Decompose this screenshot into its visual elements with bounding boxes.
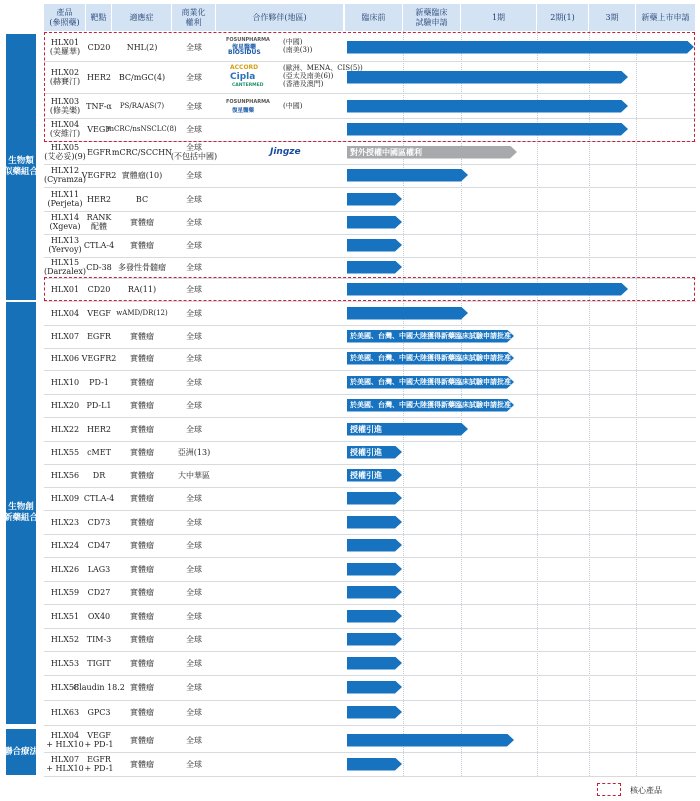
product-name: HLX09 bbox=[50, 493, 80, 503]
header-phase1: 1期 bbox=[461, 4, 536, 31]
product-name: HLX53 bbox=[50, 658, 80, 668]
commercial-rights: 亞洲(13) bbox=[177, 447, 211, 457]
target-name: CD73 bbox=[87, 517, 111, 527]
product-name: HLX01 (美羅華) bbox=[49, 38, 81, 56]
biosidus-logo: BIOSIDUS bbox=[228, 49, 261, 56]
bar-label: 授權引進 bbox=[350, 447, 382, 457]
pipeline-bar bbox=[347, 633, 402, 646]
commercial-rights: 全球 bbox=[186, 217, 202, 227]
target-name: HER2 bbox=[87, 194, 111, 204]
indication-name: 實體瘤 bbox=[130, 470, 154, 480]
partner-regions: (中國) bbox=[283, 102, 303, 110]
bar-label: 於美國、台灣、中國大陸獲得新藥臨床試驗申請批准 bbox=[350, 400, 511, 409]
commercial-rights: 全球 bbox=[186, 353, 202, 363]
indication-name: 實體瘤 bbox=[130, 217, 154, 227]
product-name: HLX04 bbox=[50, 308, 80, 318]
indication-name: wAMD/DR(12) bbox=[116, 308, 168, 317]
product-name: HLX15 (Darzalex) bbox=[43, 258, 87, 276]
phase-divider bbox=[589, 31, 590, 776]
product-name: HLX56 bbox=[50, 470, 80, 480]
product-name: HLX22 bbox=[50, 424, 80, 434]
bar-label: 於美國、台灣、中國大陸獲得新藥臨床試驗申請批准 bbox=[350, 377, 511, 386]
target-name: EGFR bbox=[87, 147, 111, 157]
indication-name: 實體瘤 bbox=[130, 707, 154, 717]
target-name: cMET bbox=[87, 447, 111, 457]
target-name: TIGIT bbox=[87, 658, 111, 668]
cantermed-logo: CANTERMED bbox=[232, 83, 264, 88]
commercial-rights: 全球 bbox=[186, 540, 202, 550]
indication-name: 實體瘤 bbox=[130, 517, 154, 527]
header-product: 產品 (參照藥) bbox=[44, 4, 85, 31]
indication-name: 實體瘤(10) bbox=[121, 170, 163, 180]
product-name: HLX02 (赫賽汀) bbox=[49, 68, 81, 86]
target-name: VEGF bbox=[87, 124, 111, 134]
commercial-rights: 全球 bbox=[186, 72, 202, 82]
pipeline-bar bbox=[347, 610, 402, 623]
header-target: 靶點 bbox=[86, 4, 111, 31]
indication-name: 實體瘤 bbox=[130, 735, 154, 745]
target-name: CD20 bbox=[87, 284, 111, 294]
indication-name: 實體瘤 bbox=[130, 540, 154, 550]
product-name: HLX52 bbox=[50, 634, 80, 644]
indication-name: 實體瘤 bbox=[130, 759, 154, 769]
accord-logo: ACCORD bbox=[230, 64, 259, 71]
header-phase2: 2期(1) bbox=[537, 4, 588, 31]
commercial-rights: 全球 bbox=[186, 124, 202, 134]
bar-label: 於美國、台灣、中國大陸獲得新藥臨床試驗申請批准 bbox=[350, 353, 511, 362]
commercial-rights: 全球 bbox=[186, 759, 202, 769]
phase-divider bbox=[537, 31, 538, 776]
pipeline-bar bbox=[347, 516, 402, 529]
bar-label: 授權引進 bbox=[350, 470, 382, 480]
header-ind: 新藥臨床 試驗申請 bbox=[403, 4, 460, 31]
indication-name: 實體瘤 bbox=[130, 424, 154, 434]
commercial-rights: 全球 bbox=[186, 735, 202, 745]
target-name: RANK 配體 bbox=[86, 213, 112, 231]
target-name: CTLA-4 bbox=[83, 240, 115, 250]
indication-name: 實體瘤 bbox=[130, 658, 154, 668]
target-name: CD-38 bbox=[86, 262, 112, 272]
target-name: Claudin 18.2 bbox=[73, 682, 125, 692]
indication-name: NHL(2) bbox=[126, 42, 158, 52]
header-nda: 新藥上市申請 bbox=[636, 4, 695, 31]
target-name: VEGFR2 bbox=[81, 170, 117, 180]
pipeline-bar bbox=[347, 681, 402, 694]
commercial-rights: 全球 bbox=[186, 493, 202, 503]
row-divider bbox=[44, 725, 696, 726]
indication-name: 實體瘤 bbox=[130, 587, 154, 597]
pipeline-bar bbox=[347, 307, 468, 320]
indication-name: 實體瘤 bbox=[130, 447, 154, 457]
target-name: HER2 bbox=[87, 424, 111, 434]
header-partner: 合作夥伴(地區) bbox=[216, 4, 343, 31]
bar-label: 對外授權中國區權利 bbox=[350, 147, 422, 157]
indication-name: 實體瘤 bbox=[130, 240, 154, 250]
target-name: GPC3 bbox=[87, 707, 111, 717]
pipeline-bar bbox=[347, 239, 402, 252]
indication-name: 實體瘤 bbox=[130, 611, 154, 621]
core-product-box bbox=[44, 32, 695, 142]
pipeline-bar bbox=[347, 539, 402, 552]
indication-name: 實體瘤 bbox=[130, 400, 154, 410]
commercial-rights: 全球 (不包括中國) bbox=[170, 143, 218, 161]
product-name: HLX14 (Xgeva) bbox=[49, 213, 81, 231]
target-name: DR bbox=[92, 470, 106, 480]
product-name: HLX24 bbox=[50, 540, 80, 550]
product-name: HLX55 bbox=[50, 447, 80, 457]
product-name: HLX05 (艾必妥)(9) bbox=[44, 143, 86, 161]
pipeline-bar bbox=[347, 706, 402, 719]
target-name: CD20 bbox=[87, 42, 111, 52]
header-commercial: 商業化 權利 bbox=[172, 4, 215, 31]
partner-regions: (中國) (南美(3)) bbox=[283, 38, 313, 54]
phase-divider bbox=[636, 31, 637, 776]
indication-name: 實體瘤 bbox=[130, 353, 154, 363]
commercial-rights: 全球 bbox=[186, 377, 202, 387]
target-name: PD-1 bbox=[89, 377, 109, 387]
commercial-rights: 全球 bbox=[186, 517, 202, 527]
target-name: CTLA-4 bbox=[83, 493, 115, 503]
product-name: HLX01 bbox=[50, 284, 80, 294]
header-preclinical: 臨床前 bbox=[345, 4, 402, 31]
indication-name: 實體瘤 bbox=[130, 634, 154, 644]
product-name: HLX07 + HLX10 bbox=[46, 755, 84, 773]
legend-swatch bbox=[597, 783, 621, 796]
partner-regions: (歐洲、MENA、CIS(5)) (亞太及南美(6)) (香港及澳門) bbox=[283, 64, 363, 88]
target-name: TIM-3 bbox=[86, 634, 112, 644]
commercial-rights: 全球 bbox=[186, 424, 202, 434]
product-name: HLX58 bbox=[50, 682, 80, 692]
group-band: 生物類 似藥組合 bbox=[6, 34, 36, 300]
group-band: 生物創 新藥組合 bbox=[6, 302, 36, 724]
commercial-rights: 全球 bbox=[186, 240, 202, 250]
indication-name: 實體瘤 bbox=[130, 493, 154, 503]
commercial-rights: 全球 bbox=[186, 101, 202, 111]
product-name: HLX11 (Perjeta) bbox=[47, 190, 83, 208]
target-name: CD47 bbox=[87, 540, 111, 550]
target-name: EGFR + PD-1 bbox=[84, 755, 114, 773]
product-name: HLX10 bbox=[50, 377, 80, 387]
bar-label: 授權引進 bbox=[350, 424, 382, 434]
indication-name: mCRC/SCCHN bbox=[111, 147, 173, 157]
indication-name: 實體瘤 bbox=[130, 331, 154, 341]
pipeline-bar bbox=[347, 169, 468, 182]
core-product-box bbox=[44, 277, 695, 301]
target-name: LAG3 bbox=[87, 564, 111, 574]
fosun-logo-cn: 復星醫藥 bbox=[232, 108, 255, 114]
commercial-rights: 全球 bbox=[186, 308, 202, 318]
fosun-logo-cn: 復星醫藥 bbox=[232, 44, 257, 51]
target-name: TNF-α bbox=[86, 101, 112, 111]
target-name: PD-L1 bbox=[86, 400, 112, 410]
header-phase3: 3期 bbox=[589, 4, 635, 31]
target-name: VEGF + PD-1 bbox=[84, 731, 114, 749]
indication-name: RA(11) bbox=[127, 284, 157, 294]
pipeline-bar bbox=[347, 758, 402, 771]
cipla-logo: Cipla bbox=[230, 72, 256, 82]
jingze-logo: Jingze bbox=[270, 147, 301, 157]
indication-name: 實體瘤 bbox=[130, 377, 154, 387]
indication-name: mCRC/nsNSCLC(8) bbox=[107, 124, 177, 133]
commercial-rights: 全球 bbox=[186, 707, 202, 717]
product-name: HLX12 (Cyramza) bbox=[43, 166, 87, 184]
commercial-rights: 全球 bbox=[186, 587, 202, 597]
target-name: VEGF bbox=[87, 308, 111, 318]
commercial-rights: 全球 bbox=[186, 262, 202, 272]
pipeline-bar bbox=[347, 216, 402, 229]
commercial-rights: 全球 bbox=[186, 284, 202, 294]
product-name: HLX04 + HLX10 bbox=[46, 731, 84, 749]
commercial-rights: 全球 bbox=[186, 611, 202, 621]
legend-label: 核心產品 bbox=[630, 785, 662, 795]
commercial-rights: 全球 bbox=[186, 42, 202, 52]
pipeline-bar bbox=[347, 193, 402, 206]
product-name: HLX63 bbox=[50, 707, 80, 717]
target-name: HER2 bbox=[87, 72, 111, 82]
commercial-rights: 全球 bbox=[186, 634, 202, 644]
pipeline-bar bbox=[347, 657, 402, 670]
target-name: EGFR bbox=[87, 331, 111, 341]
commercial-rights: 全球 bbox=[186, 194, 202, 204]
product-name: HLX51 bbox=[50, 611, 80, 621]
commercial-rights: 全球 bbox=[186, 564, 202, 574]
product-name: HLX07 bbox=[50, 331, 80, 341]
pipeline-bar bbox=[347, 734, 514, 747]
product-name: HLX59 bbox=[50, 587, 80, 597]
fosun-logo: FOSUNPHARMA bbox=[226, 99, 270, 105]
row-divider bbox=[44, 776, 696, 777]
commercial-rights: 全球 bbox=[186, 400, 202, 410]
header-indication: 適應症 bbox=[112, 4, 171, 31]
product-name: HLX26 bbox=[50, 564, 80, 574]
fosun-logo: FOSUNPHARMA bbox=[226, 37, 270, 43]
pipeline-bar bbox=[347, 586, 402, 599]
product-name: HLX03 (修美樂) bbox=[49, 97, 81, 115]
pipeline-bar bbox=[347, 492, 402, 505]
product-name: HLX23 bbox=[50, 517, 80, 527]
indication-name: 實體瘤 bbox=[130, 564, 154, 574]
indication-name: BC bbox=[135, 194, 149, 204]
product-name: HLX13 (Yervoy) bbox=[48, 236, 82, 254]
indication-name: 實體瘤 bbox=[130, 682, 154, 692]
pipeline-bar bbox=[347, 261, 402, 274]
commercial-rights: 全球 bbox=[186, 170, 202, 180]
commercial-rights: 全球 bbox=[186, 331, 202, 341]
indication-name: BC/mGC(4) bbox=[118, 72, 166, 82]
bar-label: 於美國、台灣、中國大陸獲得新藥臨床試驗申請批准 bbox=[350, 331, 511, 340]
pipeline-bar bbox=[347, 563, 402, 576]
commercial-rights: 全球 bbox=[186, 658, 202, 668]
indication-name: PS/RA/AS(7) bbox=[119, 101, 165, 110]
indication-name: 多發性骨髓瘤 bbox=[118, 262, 166, 272]
commercial-rights: 大中華區 bbox=[178, 470, 210, 480]
target-name: VEGFR2 bbox=[81, 353, 117, 363]
target-name: OX40 bbox=[87, 611, 111, 621]
product-name: HLX20 bbox=[50, 400, 80, 410]
group-band: 聯合療法 bbox=[6, 729, 36, 775]
product-name: HLX04 (安維汀) bbox=[49, 120, 81, 138]
commercial-rights: 全球 bbox=[186, 682, 202, 692]
product-name: HLX06 bbox=[50, 353, 80, 363]
target-name: CD27 bbox=[87, 587, 111, 597]
